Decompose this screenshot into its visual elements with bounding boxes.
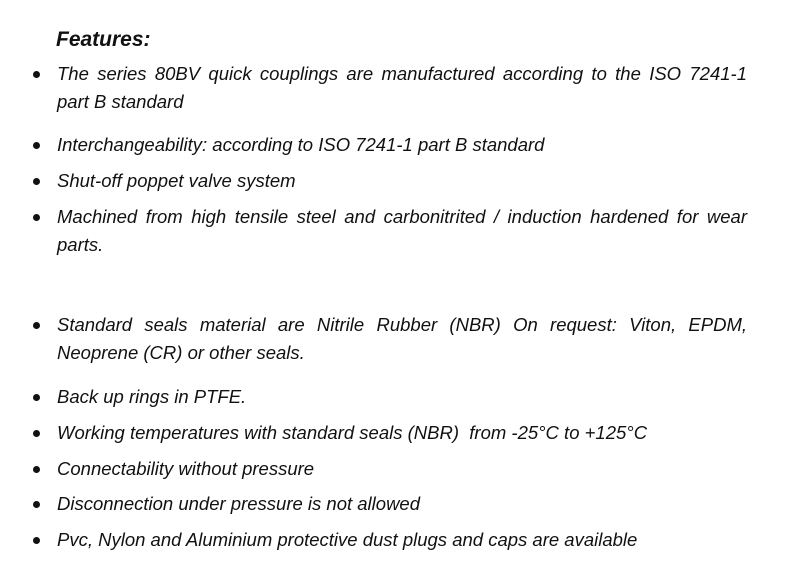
bullet-icon bbox=[33, 501, 40, 508]
feature-text: Standard seals material are Nitrile Rubber (NBR) On request: Viton, EPDM, Neoprene (CR) or other seals. bbox=[57, 314, 747, 363]
feature-text: Shut-off poppet valve system bbox=[57, 170, 296, 191]
feature-text: Working temperatures with standard seals (NBR) from -25°C to +125°C bbox=[57, 422, 648, 443]
features-heading: Features: bbox=[56, 28, 151, 51]
bullet-icon bbox=[33, 322, 40, 329]
bullet-icon bbox=[33, 537, 40, 544]
feature-text: Interchangeability: according to ISO 7241-1 part B standard bbox=[57, 134, 545, 155]
feature-text: Connectability without pressure bbox=[57, 458, 315, 479]
feature-text: Pvc, Nylon and Aluminium protective dust plugs and caps are available bbox=[57, 529, 638, 550]
bullet-icon bbox=[33, 71, 40, 78]
bullet-icon bbox=[33, 214, 40, 221]
bullet-icon bbox=[33, 394, 40, 401]
feature-text: Disconnection under pressure is not allowed bbox=[57, 493, 421, 514]
bullet-icon bbox=[33, 178, 40, 185]
feature-text: Back up rings in PTFE. bbox=[57, 386, 247, 407]
bullet-icon bbox=[33, 466, 40, 473]
bullet-icon bbox=[33, 430, 40, 437]
feature-text: Machined from high tensile steel and carbonitrited / induction hardened for wear parts. bbox=[57, 206, 747, 255]
bullet-icon bbox=[33, 142, 40, 149]
feature-text: The series 80BV quick couplings are manufactured according to the ISO 7241-1 part B standard bbox=[57, 63, 747, 112]
